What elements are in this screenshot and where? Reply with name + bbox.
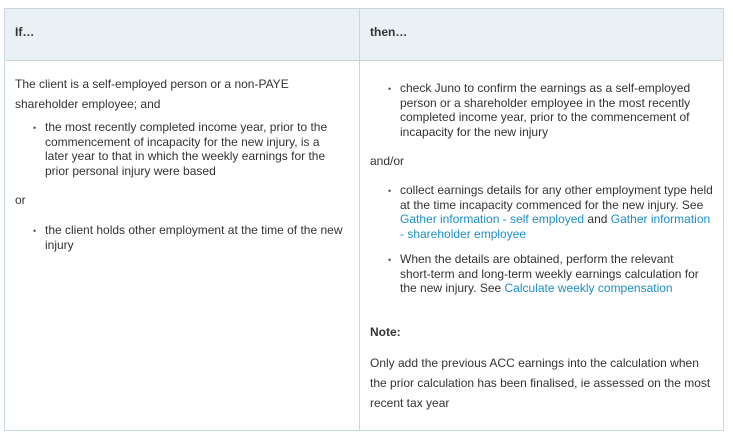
- gather-info-self-employed-link[interactable]: Gather information - self employed: [400, 212, 585, 226]
- header-if-cell: [5, 9, 360, 61]
- bullet-icon: •: [33, 226, 37, 236]
- left-intro-text: The client is a self-employed person or a non-PAYE shareholder employee; and: [15, 77, 289, 111]
- bullet-icon: •: [388, 186, 392, 196]
- header-if-label: If…: [15, 25, 35, 39]
- then-column: [360, 61, 723, 430]
- bullet-icon: •: [33, 123, 37, 133]
- header-then-label: then…: [370, 25, 408, 39]
- gather-info-shareholder-link[interactable]: Gather information - shareholder employee: [400, 212, 711, 241]
- right-bullet-2: [400, 183, 715, 241]
- right-bullet-3-text: When the details are obtained, perform the relevant short-term and long-term weekly earnings calculation for the new injury. See: [400, 252, 699, 295]
- right-bullet-1: check Juno to confirm the earnings as a self-employed person or a shareholder employee in the most recently completed income year, prior to the commencement of incapacity for the new injury: [400, 81, 691, 139]
- left-bullet-2: the client holds other employment at the time of the new injury: [45, 223, 343, 252]
- right-bullet-3: [400, 252, 700, 296]
- right-bullet-2-and: and: [584, 212, 611, 226]
- right-andor-text: and/or: [370, 154, 405, 168]
- calculate-weekly-compensation-link[interactable]: Calculate weekly compensation: [504, 281, 673, 295]
- left-or-text: or: [15, 193, 26, 207]
- header-then-cell: [360, 9, 723, 61]
- bullet-icon: •: [388, 255, 392, 265]
- right-bullet-2-text: collect earnings details for any other employment type held at the time incapacity commenced for the new injury. See: [400, 183, 713, 212]
- note-label: Note:: [370, 325, 401, 339]
- if-column: [5, 61, 360, 430]
- bullet-icon: •: [388, 84, 392, 94]
- if-then-table: [4, 8, 724, 431]
- left-bullet-1: the most recently completed income year, prior to the commencement of incapacity for the new injury, is a later year to that in which the weekly earnings for the prior personal injury were based: [45, 120, 328, 178]
- note-text: Only add the previous ACC earnings into the calculation when the prior calculation has been finalised, ie assessed on the most recent tax year: [370, 356, 711, 410]
